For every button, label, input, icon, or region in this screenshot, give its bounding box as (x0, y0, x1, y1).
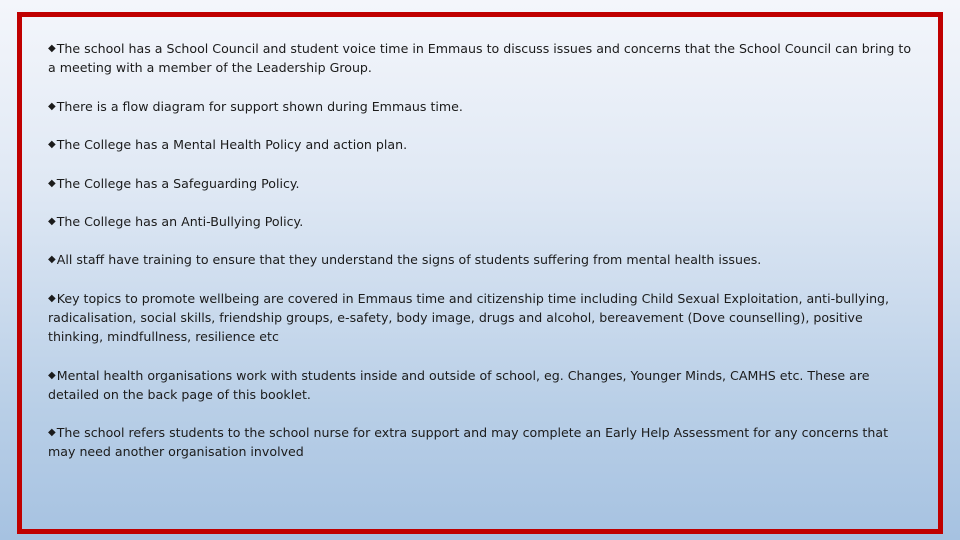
bullet-item (48, 366, 918, 404)
bullet-item (48, 212, 918, 231)
diamond-bullet-icon: ◆ (48, 427, 56, 438)
diamond-bullet-icon: ◆ (48, 254, 56, 265)
diamond-bullet-icon: ◆ (48, 178, 56, 189)
bullet-text: There is a flow diagram for support shown during Emmaus time. (56, 99, 463, 114)
bullet-text: All staff have training to ensure that they understand the signs of students suffering from mental health issues. (56, 252, 762, 267)
bullet-text: The school has a School Council and student voice time in Emmaus to discuss issues and concerns that the School Council can bring to a meeting with a member of the Leadership Group. (48, 41, 912, 75)
bullet-item (48, 135, 918, 154)
bullet-text: The College has a Safeguarding Policy. (56, 176, 300, 191)
diamond-bullet-icon: ◆ (48, 43, 56, 54)
bullet-item (48, 97, 918, 116)
diamond-bullet-icon: ◆ (48, 216, 56, 227)
bullet-text: Key topics to promote wellbeing are covered in Emmaus time and citizenship time including Child Sexual Exploitation, anti-bullying, radicalisation, social skills, friendship groups, e-safety, body image, drugs and alcohol, bereavement (Dove counselling), positive thinking, mindfullness, resilience etc (48, 291, 890, 344)
bullet-item (48, 174, 918, 193)
bullet-text: The College has a Mental Health Policy and action plan. (56, 137, 408, 152)
diamond-bullet-icon: ◆ (48, 293, 56, 304)
bullet-text: Mental health organisations work with students inside and outside of school, eg. Changes, Younger Minds, CAMHS etc. These are detailed on the back page of this booklet. (48, 368, 870, 402)
bullet-text: The College has an Anti-Bullying Policy. (56, 214, 304, 229)
diamond-bullet-icon: ◆ (48, 139, 56, 150)
bullet-text: The school refers students to the school nurse for extra support and may complete an Early Help Assessment for any concerns that may need another organisation involved (48, 425, 889, 459)
bullet-item (48, 39, 918, 77)
bullet-item (48, 289, 918, 346)
diamond-bullet-icon: ◆ (48, 370, 56, 381)
bullet-item (48, 250, 918, 269)
bullet-item (48, 423, 918, 461)
diamond-bullet-icon: ◆ (48, 101, 56, 112)
